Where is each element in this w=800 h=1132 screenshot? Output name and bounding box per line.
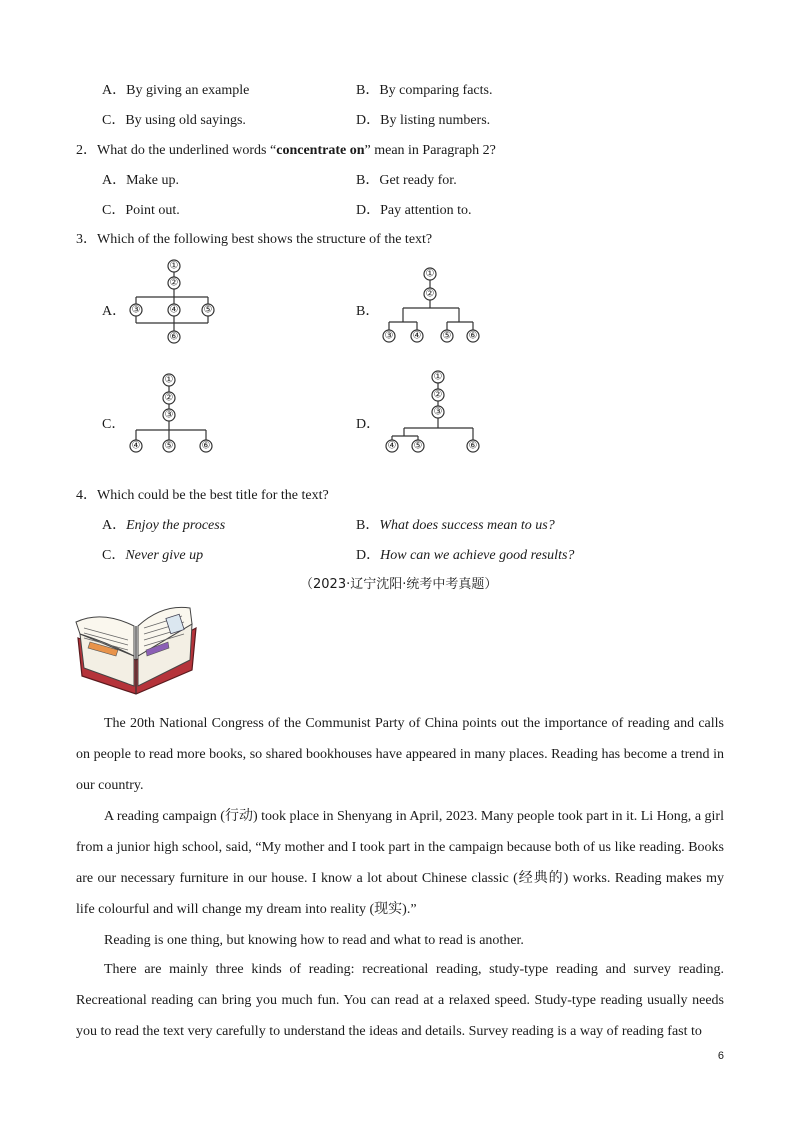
q2-option-b: B．Get ready for.	[356, 173, 457, 188]
passage-paragraph-3-text: Reading is one thing, but knowing how to read and what to read is another.	[104, 933, 524, 948]
q4-option-b-text: What does success mean to us?	[379, 518, 555, 533]
passage-paragraph-3	[76, 925, 724, 956]
node: ③	[384, 330, 394, 342]
node: ①	[169, 260, 179, 272]
q3-stem: 3．Which of the following best shows the structure of the text?	[76, 232, 433, 247]
node: ③	[131, 304, 141, 316]
q4-stem: 4．Which could be the best title for the text?	[76, 488, 329, 503]
q4-option-d-prefix: D．	[356, 548, 381, 563]
structure-diagram-c	[126, 368, 221, 458]
open-book-icon	[72, 598, 200, 696]
node: ⑤	[203, 304, 213, 316]
passage-paragraph-1	[76, 708, 724, 801]
q3-option-a-label: A．	[102, 304, 127, 319]
passage-paragraph-4	[76, 954, 724, 1047]
q1-option-c: C．By using old sayings.	[102, 113, 246, 128]
q4-option-b	[356, 514, 555, 534]
passage-paragraph-2-text: A reading campaign (行动) took place in Shenyang in April, 2023. Many people took part in it. Li Hong, a girl from a junior high school, said, “My mother and I took part in the campaign because both of us like reading. Books are our necessary furniture in our house. I know a lot about Chinese classic (经典的) works. Reading makes my life colourful and will change my dream into reality (现实).”	[76, 809, 724, 917]
node: ⑥	[201, 440, 211, 452]
node: ②	[169, 277, 179, 289]
node: ③	[164, 409, 174, 421]
node: ①	[164, 374, 174, 386]
node: ⑤	[164, 440, 174, 452]
q2-option-d: D．Pay attention to.	[356, 203, 472, 218]
node: ④	[387, 440, 397, 452]
node: ①	[425, 268, 435, 280]
q1-option-b: B．By comparing facts.	[356, 83, 493, 98]
node: ④	[169, 304, 179, 316]
q4-option-d-text: How can we achieve good results?	[380, 548, 575, 563]
q2-stem	[76, 139, 496, 159]
node: ⑤	[442, 330, 452, 342]
q2-stem-after: ” mean in Paragraph 2?	[364, 143, 496, 158]
structure-diagram-a	[125, 255, 225, 347]
node: ④	[412, 330, 422, 342]
passage-paragraph-1-text: The 20th National Congress of the Communist Party of China points out the importance of reading and calls on people to read more books, so shared bookhouses have appeared in many places. Reading has become a trend in our country.	[76, 716, 724, 793]
node: ④	[131, 440, 141, 452]
node: ⑥	[468, 440, 478, 452]
q4-option-a-prefix: A．	[102, 518, 127, 533]
page-number: 6	[717, 1050, 724, 1062]
node: ⑥	[169, 331, 179, 343]
q4-option-d	[356, 544, 574, 564]
passage-paragraph-4-text: There are mainly three kinds of reading: recreational reading, study-type reading and survey reading. Recreational reading can bring you much fun. You can read at a relaxed speed. Study-type reading usually needs you to read the text very carefully to understand the ideas and details. Survey reading is a way of reading fast to	[76, 962, 724, 1039]
q4-option-c-prefix: C．	[102, 548, 126, 563]
q3-option-d-label: D．	[356, 417, 381, 432]
q2-option-a: A．Make up.	[102, 173, 179, 188]
passage-paragraph-2	[76, 801, 724, 925]
source-citation: （2023·辽宁沈阳·统考中考真题）	[300, 577, 498, 592]
q2-option-c: C．Point out.	[102, 203, 180, 218]
q1-option-a: A．By giving an example	[102, 83, 250, 98]
node: ②	[164, 392, 174, 404]
node: ①	[433, 371, 443, 383]
q4-option-b-prefix: B．	[356, 518, 380, 533]
q3-option-b-label: B．	[356, 304, 380, 319]
q4-option-a	[102, 514, 225, 534]
node: ②	[433, 389, 443, 401]
q3-option-c-label: C．	[102, 417, 126, 432]
q2-stem-before: 2．What do the underlined words “	[76, 143, 277, 158]
node: ③	[433, 406, 443, 418]
structure-diagram-d	[380, 366, 490, 458]
node: ⑥	[468, 330, 478, 342]
q4-option-c-text: Never give up	[125, 548, 204, 563]
structure-diagram-b	[378, 262, 488, 348]
q4-option-a-text: Enjoy the process	[126, 518, 226, 533]
q2-stem-bold: concentrate on	[276, 143, 365, 158]
node: ②	[425, 288, 435, 300]
node: ⑤	[413, 440, 423, 452]
q1-option-d: D．By listing numbers.	[356, 113, 491, 128]
q4-option-c	[102, 544, 203, 564]
